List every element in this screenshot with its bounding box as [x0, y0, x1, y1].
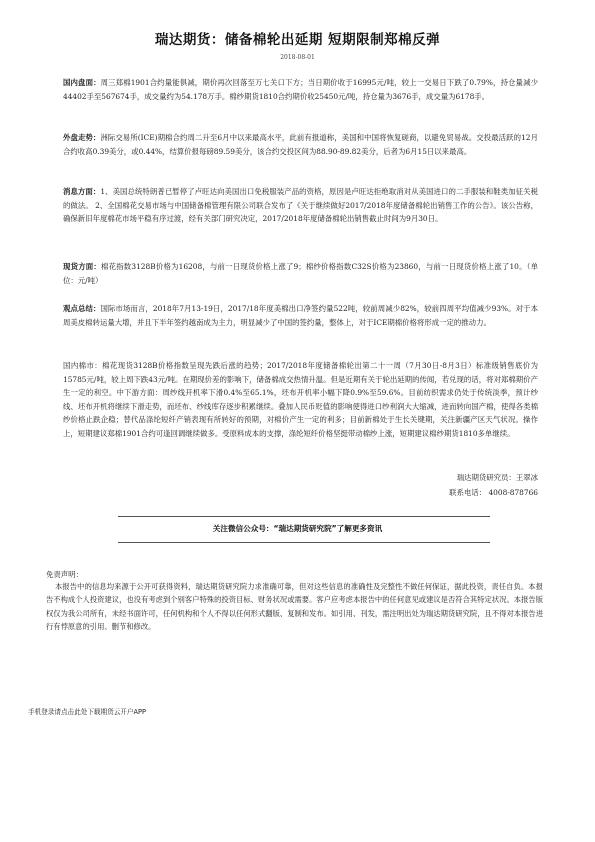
viewpoint-paragraph: [63, 302, 538, 329]
overseas-market-heading: 外盘走势：: [63, 133, 101, 142]
domestic-market-paragraph: [63, 76, 538, 103]
news-paragraph: [63, 185, 538, 226]
domestic-market-text: 周三郑棉1901合约量能俱减，期价再次回落至万七关口下方；当日期价收于16995元/吨，较上一交易日下跌了0.79%，持仓量减少44402手至567674手，成交量约为54.178万手。棉纱期货1810合约期价收25450元/吨，持仓量为3676手，成交量为6178手。: [63, 78, 538, 101]
news-text: 1、美国总统特朗普已暂停了卢旺达向美国出口免税服装产品的资格，原因是卢旺达拒绝取消对从美国进口的二手服装和鞋类加征关税的做法。 2、全国棉花交易市场与中国储备棉管理有限公司联合发布了《关于继续做好2017/2018年度储备棉轮出销售工作的公告》。该公告称，确保新旧年度棉花市场平稳有序过渡，经有关部门研究决定，2017/2018年度储备棉轮出销售截止时间为9月30日。: [63, 187, 538, 224]
viewpoint-heading: 观点总结：: [63, 304, 101, 313]
wechat-banner: 关注微信公众号：“瑞达期货研究院”了解更多资讯: [212, 524, 383, 533]
spot-paragraph: [63, 260, 538, 287]
spot-heading: 现货方面：: [63, 262, 101, 271]
report-date: 2018-08-01: [280, 54, 315, 61]
overseas-market-paragraph: [63, 131, 538, 158]
domestic-market-heading: 国内盘面：: [63, 78, 101, 87]
signature-block: [449, 470, 538, 500]
report-title: 瑞达期货：储备棉轮出延期 短期限制郑棉反弹: [154, 32, 441, 48]
overseas-market-text: 洲际交易所(ICE)期棉合约周二升至6月中以来最高水平，此前有报道称，美国和中国将恢复磋商，以避免贸易战。交投最活跃的12月合约收高0.39美分，或0.44%，结算价报每磅89.59美分，该合约交投区间为88.90-89.82美分，后者为6月15日以来最高。: [63, 133, 538, 156]
domestic-outlook-paragraph: 国内棉市：棉花现货3128B价格指数呈现先跌后涨的趋势；2017/2018年度储备棉轮出第二十一周（7月30日-8月3日）标准级销售底价为15785元/吨，较上周下跌43元/吨。在期现价差的影响下，储备棉成交热情升温。但是近期有关于轮出延期的传闻，若兑现的话，将对郑棉期价产生一定的利空。中下游方面：周纱线开机率下滑0.4%至65.1%，坯布开机率小幅下降0.9%至59.6%。目前纺织需求仍处于传统淡季，预计纱线、坯布开机将继续下滑走势，而坯布、纱线库存逐步积累继续。叠加人民币贬值的影响使得进口纱利润大大缩减，进而转向国产棉，使得各类棉纱价格止跌企稳；替代品涤纶短纤产销表现有所转好的预期，对棉价产生一定的利多；目前新棉处于生长关键期，关注新疆产区天气状况。操作上，短期建议郑棉1901合约可逢回调继续做多。受原料成本的支撑，涤纶短纤价格坚挺带动棉纱上涨，短期建议棉纱期货1810多单继续。: [63, 361, 538, 438]
app-download-link[interactable]: 手机登录请点击此处下载期货云开户APP: [28, 708, 146, 716]
divider-bottom: [118, 542, 490, 543]
viewpoint-text: 国际市场而言，2018年7月13-19日，2017/18年度美棉出口净签约量522吨，较前周减少82%，较前四周平均值减少93%。对于本周美皮棉转运量大增，并且下半年签约越南成为主力，明显减少了中国的签约量，整体上，对于ICE期棉价格将形成一定的推动力。: [63, 304, 538, 327]
news-heading: 消息方面：: [63, 187, 101, 196]
researcher-name: 瑞达期货研究员：王翠冰: [456, 473, 538, 482]
disclaimer-title: 免责声明：: [46, 570, 83, 579]
spot-text: 棉花指数3128B价格为16208，与前一日现货价格上涨了9；棉纱价格指数C32S价格为23860，与前一日现货价格上涨了10。（单位：元/吨）: [63, 262, 538, 285]
disclaimer-text: 本报告中的信息均来源于公开可获得资料，瑞达期货研究院力求准确可靠，但对这些信息的准确性及完整性不做任何保证，据此投资，责任自负。本报告不构成个人投资建议，也没有考虑到个别客户特殊的投资目标、财务状况或需要。客户应考虑本报告中的任何意见或建议是否符合其特定状况。本报告版权仅为我公司所有，未经书面许可，任何机构和个人不得以任何形式翻版、复制和发布。如引用、刊发，需注明出处为瑞达期货研究院，且不得对本报告进行有悖原意的引用、删节和修改。: [46, 582, 543, 632]
contact-phone: 联系电话： 4008-878766: [449, 488, 538, 497]
divider-top: [118, 516, 490, 517]
